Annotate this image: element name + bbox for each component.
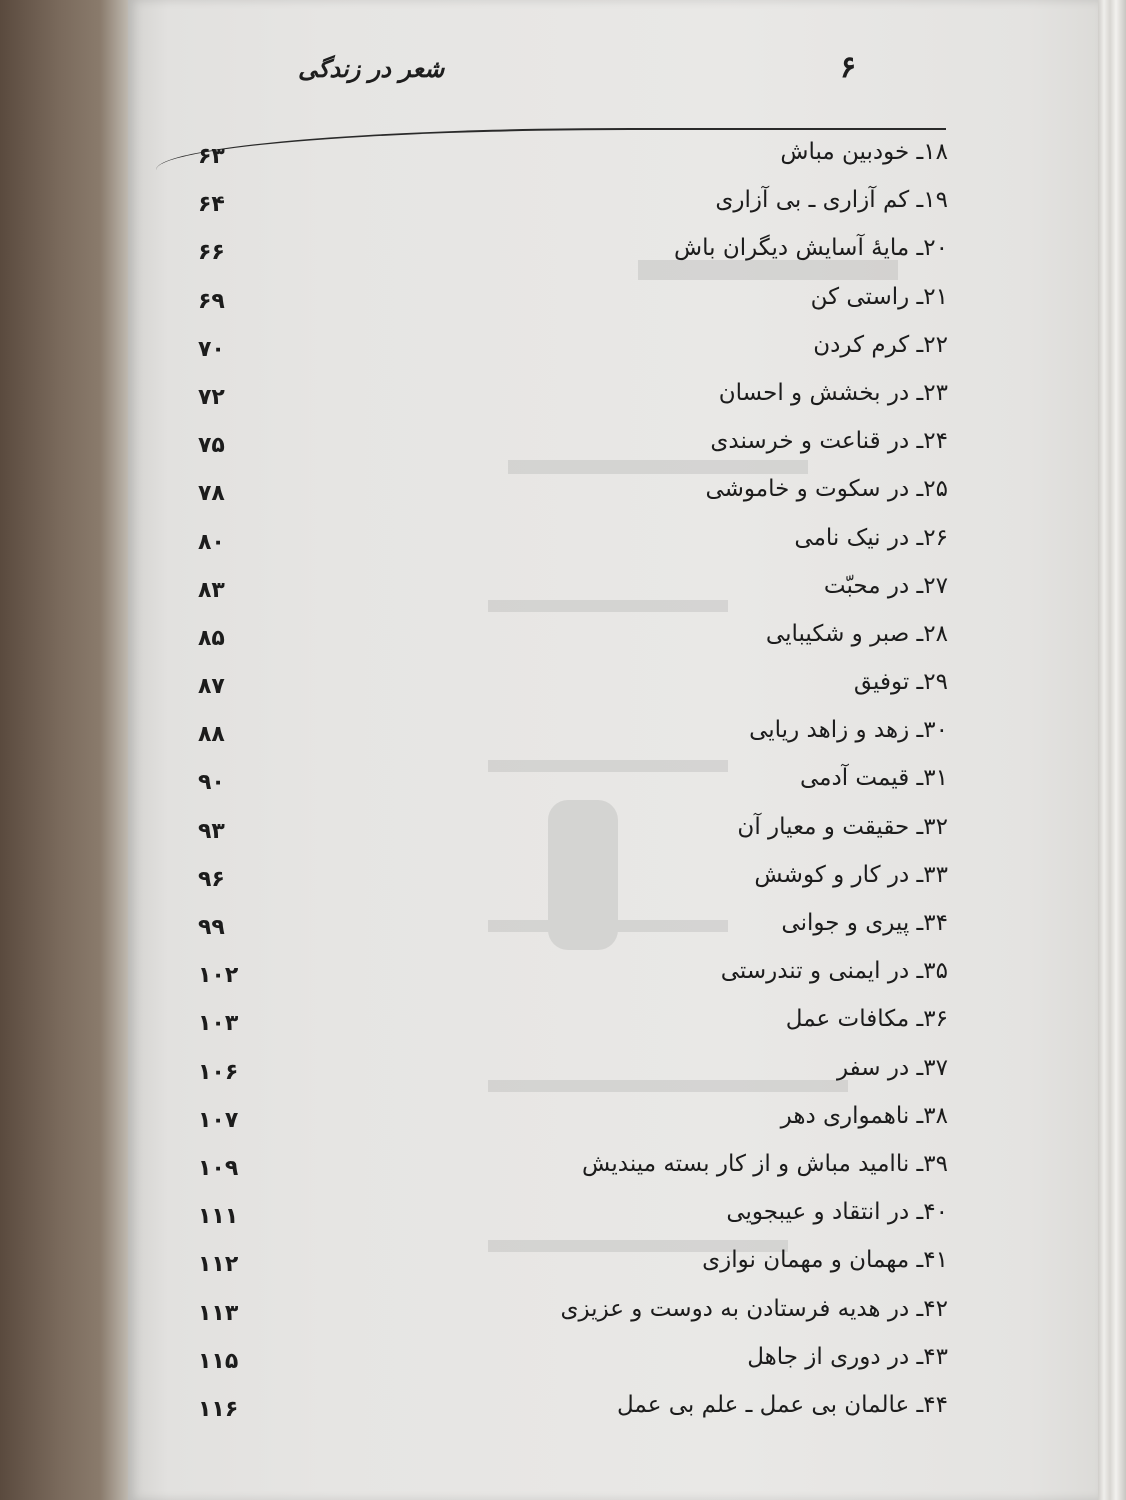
toc-entry-page: ۷۲ (198, 384, 225, 410)
toc-entry-title: ۳۲ـ حقیقت و معیار آن (737, 813, 948, 840)
toc-entry-title: ۲۱ـ راستی کن (810, 283, 948, 310)
toc-entry-title: ۴۲ـ در هدیه فرستادن به دوست و عزیزی (560, 1295, 948, 1322)
toc-entry-page: ۸۳ (198, 577, 225, 603)
toc-entry-title: ۳۳ـ در کار و کوشش (754, 861, 948, 888)
toc-entry (188, 999, 948, 1047)
toc-entry-title: ۱۹ـ کم آزاری ـ بی آزاری (715, 187, 948, 214)
toc-entry (188, 1192, 948, 1240)
toc-entry-title: ۴۱ـ مهمان و مهمان نوازی (702, 1247, 948, 1274)
toc-entry (188, 807, 948, 855)
toc-entry-title: ۳۸ـ ناهمواری دهر (780, 1102, 948, 1129)
toc-entry-title: ۱۸ـ خودبین مباش (780, 139, 948, 165)
toc-entry-title: ۲۵ـ در سکوت و خاموشی (705, 476, 948, 503)
toc-entry-page: ۱۱۳ (198, 1300, 239, 1326)
toc-entry (188, 325, 948, 373)
toc-entry-page: ۸۷ (198, 674, 225, 700)
toc-entry-page: ۶۶ (198, 240, 225, 266)
toc-entry-title: ۲۳ـ در بخشش و احسان (718, 379, 948, 406)
toc-entry (188, 1337, 948, 1385)
toc-entry (188, 903, 948, 951)
toc-entry-page: ۹۹ (198, 915, 225, 940)
toc-entry (188, 277, 948, 325)
toc-entry-title: ۲۰ـ مایهٔ آسایش دیگران باش (674, 235, 948, 262)
toc-entry (188, 1096, 948, 1144)
toc-entry (188, 951, 948, 999)
toc-entry (188, 758, 948, 806)
toc-entry-page: ۱۰۹ (198, 1155, 239, 1181)
toc-entry-title: ۲۹ـ توفیق (853, 669, 948, 696)
toc-entry (188, 228, 948, 276)
toc-entry (188, 1048, 948, 1096)
toc-entry-page: ۶۳ (198, 144, 225, 169)
toc-entry-title: ۲۶ـ در نیک نامی (794, 524, 948, 551)
toc-entry-page: ۱۱۶ (198, 1396, 239, 1422)
toc-entry (188, 1240, 948, 1288)
toc-entry-title: ۳۱ـ قیمت آدمی (799, 765, 948, 792)
toc-entry-page: ۸۸ (198, 722, 225, 748)
toc-entry (188, 421, 948, 469)
toc-entry-page: ۶۹ (198, 288, 225, 314)
toc-entry-title: ۲۸ـ صبر و شکیبایی (765, 620, 948, 647)
toc-entry (188, 132, 948, 180)
toc-entry-page: ۷۵ (198, 433, 225, 459)
toc-entry-title: ۲۲ـ کرم کردن (813, 331, 948, 358)
toc-entry-page: ۱۰۳ (198, 1011, 239, 1037)
toc-entry-page: ۹۶ (198, 866, 225, 892)
book-page (128, 0, 1098, 1500)
toc-entry-title: ۴۴ـ عالمان بی عمل ـ علم بی عمل (617, 1391, 948, 1418)
toc-entry-page: ۱۰۷ (198, 1107, 239, 1133)
page-edge-stack (1098, 0, 1126, 1500)
toc-entry-page: ۸۰ (198, 529, 225, 555)
toc-entry (188, 1385, 948, 1433)
toc-entry-title: ۴۳ـ در دوری از جاهل (747, 1343, 948, 1370)
toc-entry (188, 518, 948, 566)
toc-entry (188, 1289, 948, 1337)
toc-entry-page: ۹۰ (198, 770, 225, 796)
toc-entry-title: ۳۷ـ در سفر (836, 1054, 948, 1081)
toc-entry (188, 566, 948, 614)
toc-entry-title: ۳۴ـ پیری و جوانی (781, 910, 948, 936)
toc-entry-page: ۱۱۱ (198, 1204, 239, 1230)
toc-entry-page: ۸۵ (198, 625, 225, 651)
toc-entry (188, 662, 948, 710)
toc-entry-page: ۱۱۵ (198, 1348, 239, 1374)
toc-entry (188, 710, 948, 758)
toc-entry-title: ۳۹ـ ناامید مباش و از کار بسته مینديش (582, 1150, 948, 1177)
toc-entry-page: ۱۰۶ (198, 1059, 239, 1085)
toc-entry-title: ۲۴ـ در قناعت و خرسندی (710, 428, 948, 455)
page-number: ۶ (840, 50, 857, 85)
toc-entry-title: ۳۶ـ مکافات عمل (785, 1006, 948, 1033)
table-of-contents (188, 132, 948, 1433)
toc-entry-title: ۳۰ـ زهد و زاهد ریایی (749, 717, 948, 744)
toc-entry-page: ۱۱۲ (198, 1252, 239, 1278)
toc-entry-page: ۱۰۲ (198, 963, 239, 989)
running-title: شعر در زندگی (298, 54, 445, 83)
page-header (128, 48, 1098, 98)
toc-entry-title: ۴۰ـ در انتقاد و عیبجویی (726, 1199, 948, 1226)
toc-entry-page: ۹۳ (198, 818, 225, 844)
toc-entry (188, 855, 948, 903)
toc-entry-page: ۶۴ (198, 192, 225, 218)
toc-entry (188, 180, 948, 228)
toc-entry-page: ۷۰ (198, 336, 225, 362)
toc-entry-title: ۳۵ـ در ایمنی و تندرستی (720, 958, 948, 985)
toc-entry (188, 1144, 948, 1192)
toc-entry-title: ۲۷ـ در محبّت (823, 572, 948, 599)
toc-entry-page: ۷۸ (198, 481, 225, 507)
toc-entry (188, 373, 948, 421)
toc-entry (188, 614, 948, 662)
toc-entry (188, 469, 948, 517)
